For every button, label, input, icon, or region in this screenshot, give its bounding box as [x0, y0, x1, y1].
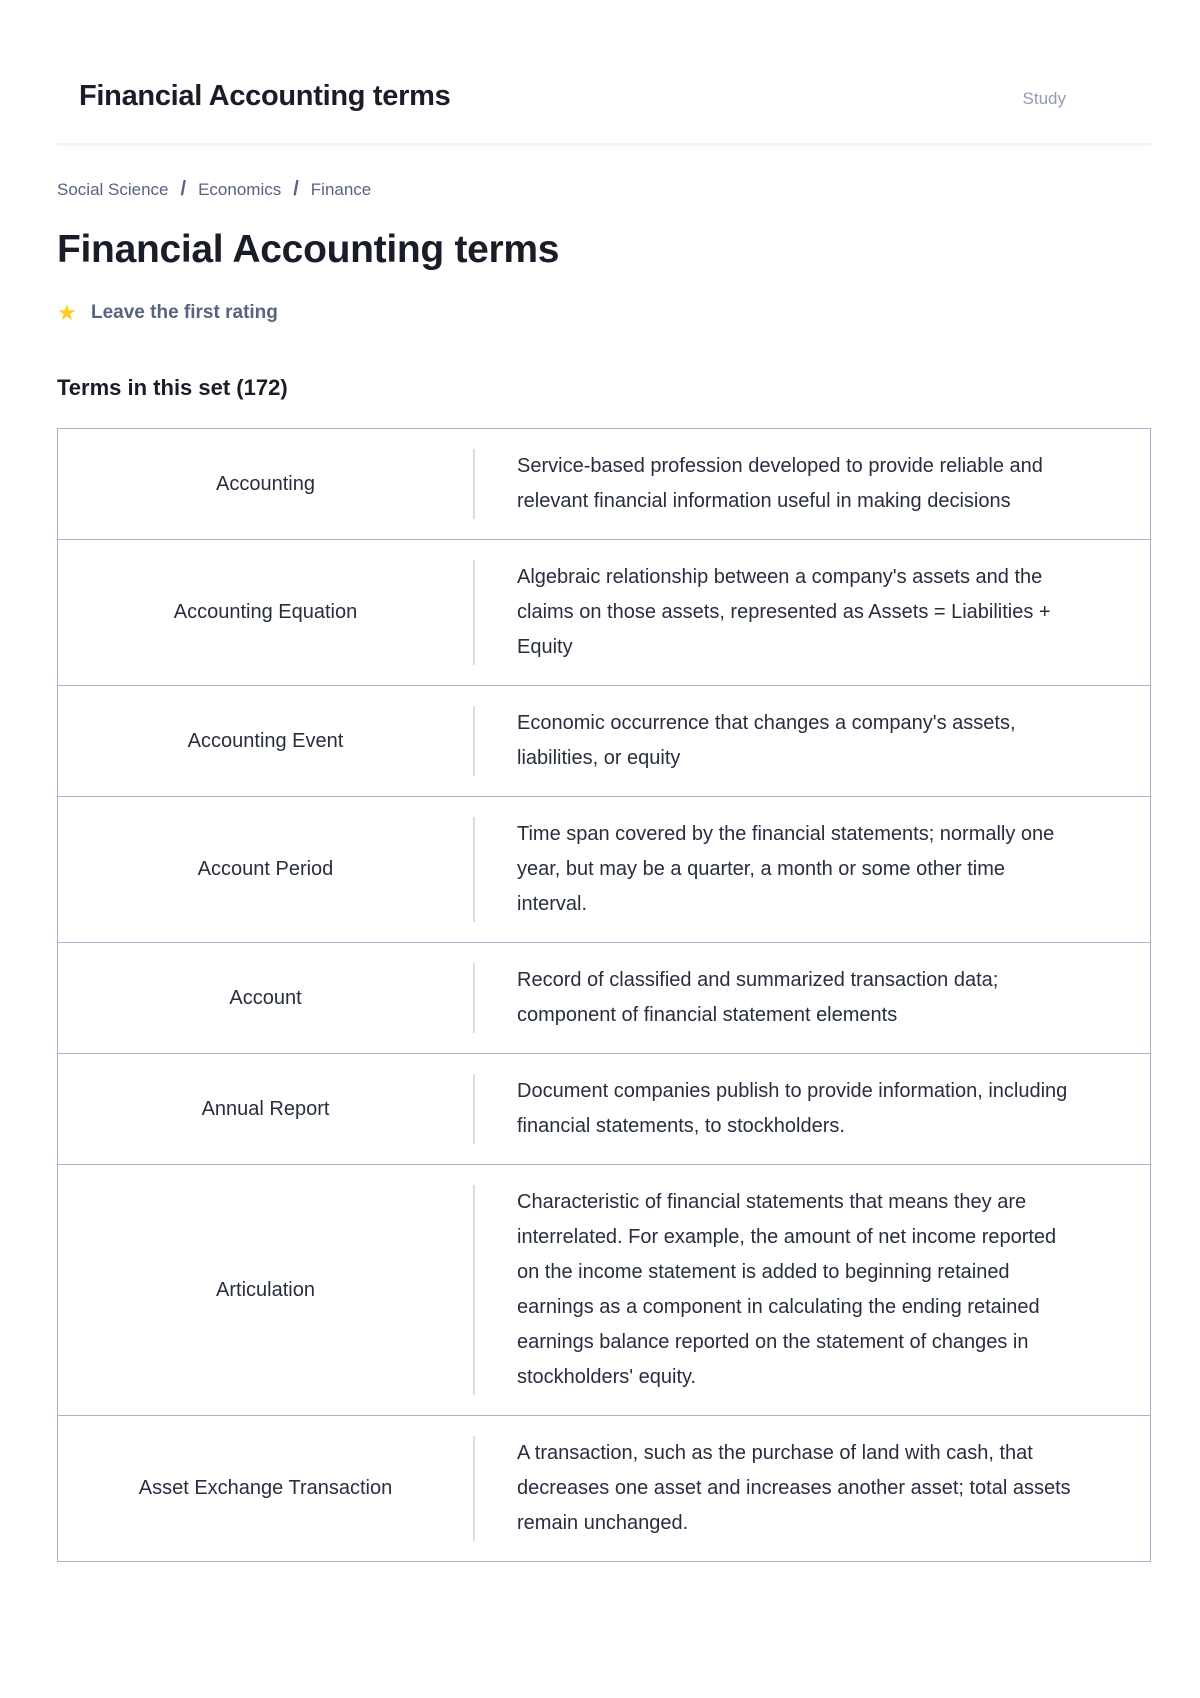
breadcrumb-separator: / — [293, 178, 299, 200]
rating-label: Leave the first rating — [91, 302, 278, 323]
page — [57, 0, 1151, 1534]
study-link[interactable]: Study — [1022, 89, 1066, 108]
term-definition: Record of classified and summarized transaction data; component of financial statement elements — [517, 969, 999, 1026]
term-word: Accounting — [216, 472, 315, 495]
term-definition: Service-based profession developed to provide reliable and relevant financial information useful in making decisions — [517, 455, 1043, 512]
header — [57, 0, 1151, 146]
term-row — [57, 1164, 1151, 1416]
term-row — [57, 428, 1151, 540]
term-definition: Algebraic relationship between a company's assets and the claims on those assets, represented as Assets = Liabilities + Equity — [517, 566, 1051, 658]
breadcrumb-item-finance[interactable]: Finance — [310, 179, 372, 199]
term-row — [57, 685, 1151, 797]
term-definition: Economic occurrence that changes a company's assets, liabilities, or equity — [517, 712, 1016, 769]
rating-button[interactable] — [57, 302, 278, 324]
page-title: Financial Accounting terms — [57, 228, 560, 271]
term-row — [57, 942, 1151, 1054]
term-row — [57, 539, 1151, 686]
term-word: Annual Report — [201, 1097, 330, 1120]
term-row — [57, 1415, 1151, 1562]
breadcrumb — [57, 178, 371, 201]
term-row — [57, 796, 1151, 943]
term-definition: A transaction, such as the purchase of land with cash, that decreases one asset and increases another asset; total assets remain unchanged. — [517, 1442, 1071, 1534]
term-word: Accounting Event — [187, 729, 344, 752]
term-row — [57, 1053, 1151, 1165]
term-word: Accounting Equation — [173, 601, 358, 623]
terms-list — [57, 429, 1151, 1562]
breadcrumb-item-social-science[interactable]: Social Science — [57, 179, 169, 199]
term-word: Account — [229, 986, 302, 1009]
term-word: Account Period — [197, 858, 334, 880]
star-icon: ★ — [57, 300, 77, 325]
term-word: Articulation — [216, 1278, 315, 1301]
header-title: Financial Accounting terms — [79, 80, 451, 112]
breadcrumb-item-economics[interactable]: Economics — [198, 179, 282, 199]
breadcrumb-separator: / — [180, 178, 187, 200]
term-word: Asset Exchange Transaction — [138, 1477, 393, 1499]
term-definition: Time span covered by the financial statements; normally one year, but may be a quarter, a month or some other time interval. — [517, 823, 1055, 915]
terms-heading: Terms in this set (172) — [57, 375, 288, 400]
term-definition: Characteristic of financial statements that means they are interrelated. For example, the amount of net income reported on the income statement is added to beginning retained earnings as a component in calculating the ending retained earnings balance reported on the statement of changes in stockholders' equity. — [517, 1191, 1057, 1388]
term-definition: Document companies publish to provide information, including financial statements, to stockholders. — [517, 1080, 1068, 1137]
